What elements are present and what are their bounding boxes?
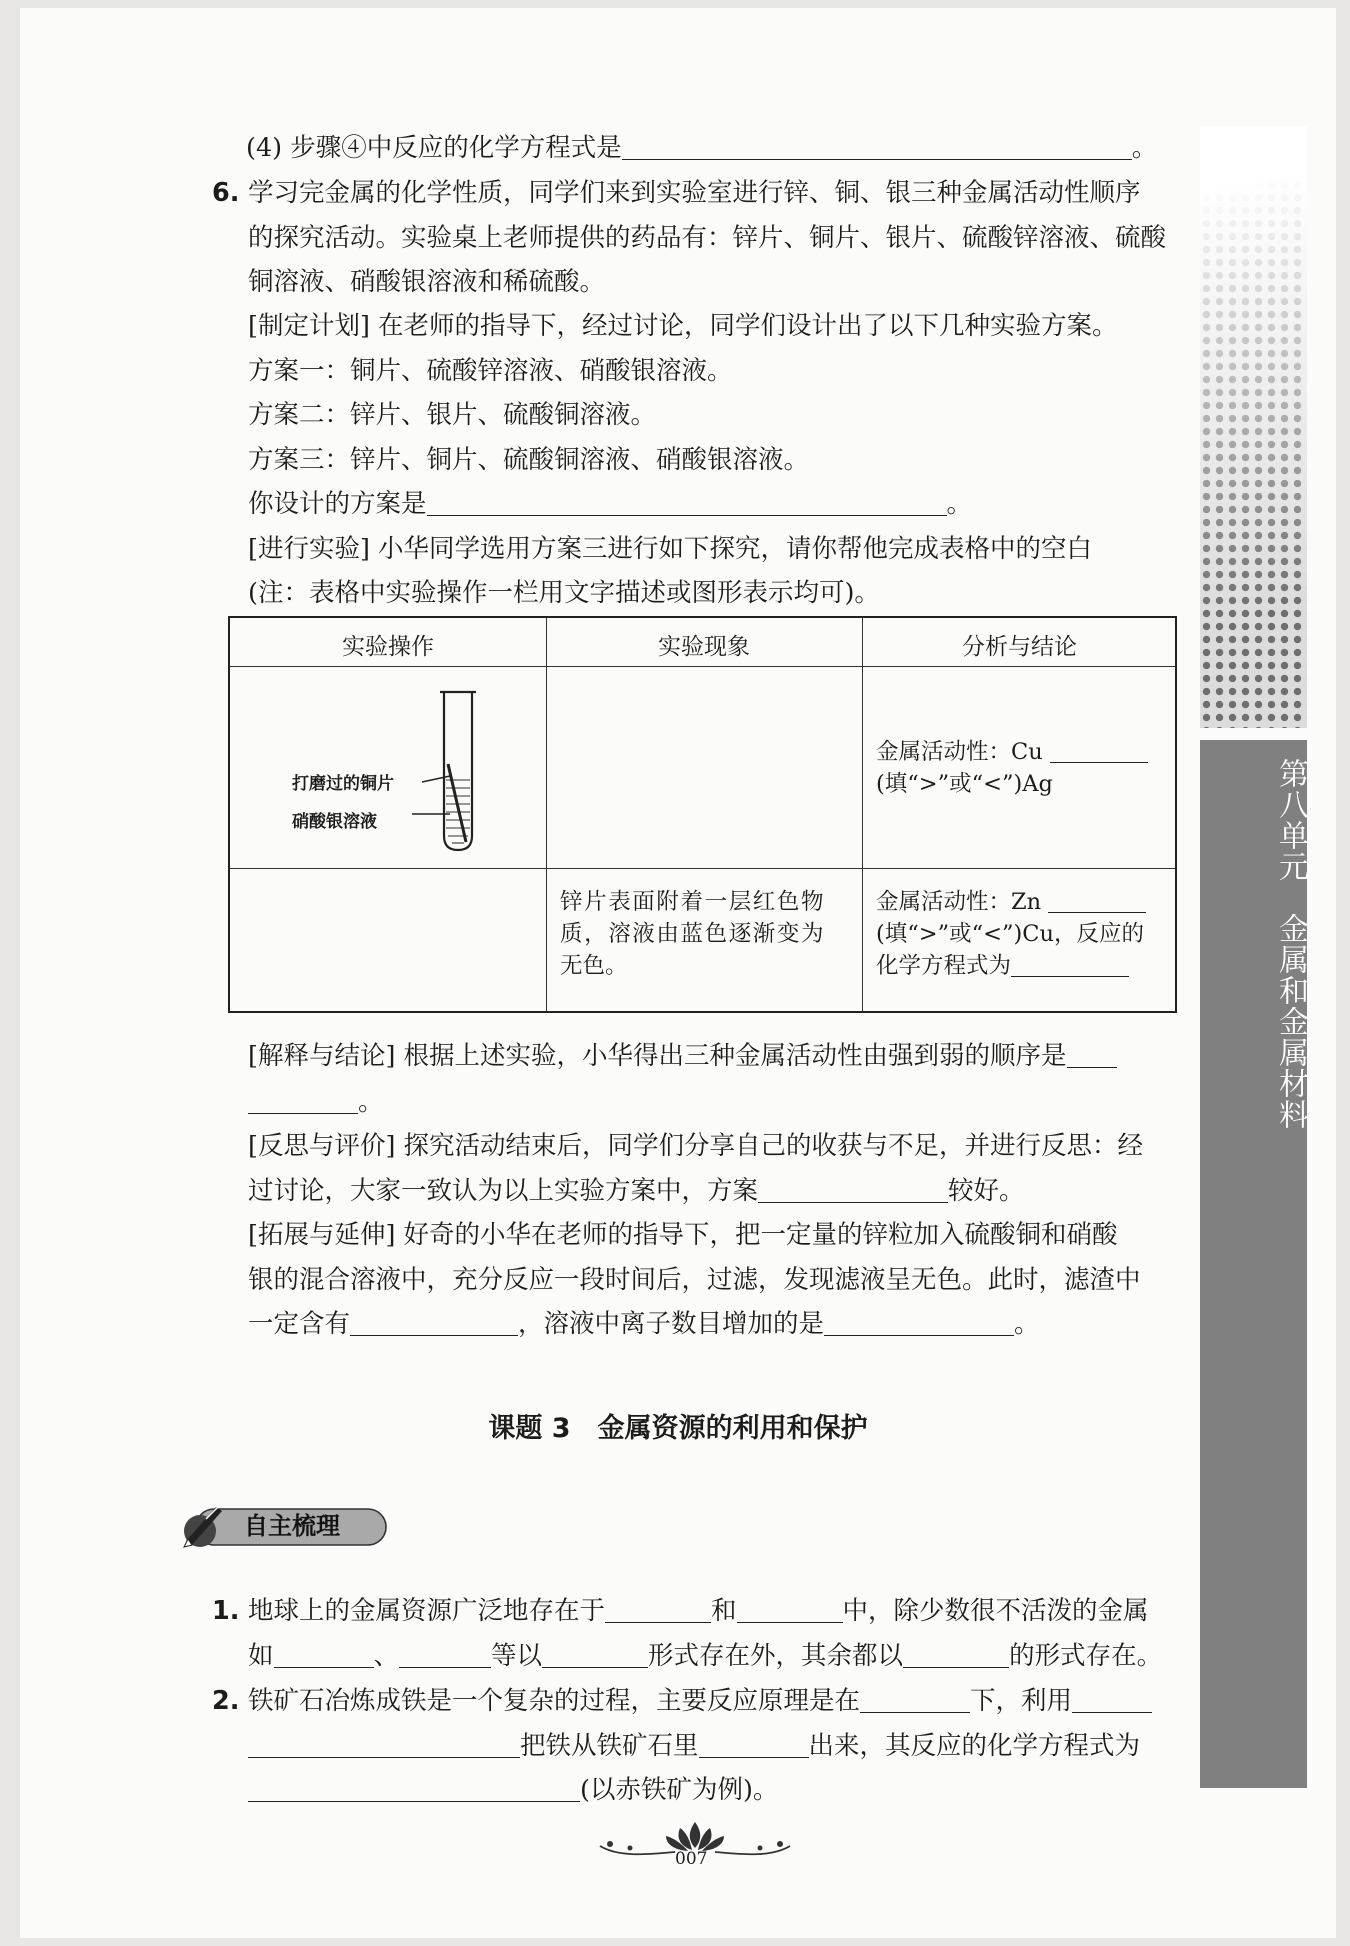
blank[interactable] xyxy=(1048,890,1146,913)
blank[interactable] xyxy=(1067,1041,1117,1068)
s1-text-c: 中，除少数很不活泼的金属 xyxy=(842,1596,1149,1626)
blank[interactable] xyxy=(699,1731,809,1758)
blank[interactable] xyxy=(737,1596,843,1623)
s1-text-b: 和 xyxy=(711,1596,737,1626)
blank[interactable] xyxy=(605,1596,711,1623)
table-header-phenomenon: 实验现象 xyxy=(658,634,750,660)
section-title: 课题 3 金属资源的利用和保护 xyxy=(488,1413,868,1444)
s2-line-2 xyxy=(248,1728,1140,1764)
extend-text-c: 。 xyxy=(1014,1309,1040,1339)
s1-text-d: 如 xyxy=(248,1641,274,1671)
explain-line-2 xyxy=(248,1084,384,1120)
q5-part4-end: 。 xyxy=(1131,133,1158,163)
row2-conclusion-c-text: 化学方程式为 xyxy=(876,953,1012,979)
row1-conclusion-a xyxy=(876,736,1148,768)
table-divider xyxy=(862,618,863,1011)
row2-phenomenon-3: 无色。 xyxy=(560,953,628,979)
badge-label: 自主梳理 xyxy=(244,1512,340,1540)
test-tube-diagram xyxy=(230,668,546,866)
s1-line-1 xyxy=(248,1593,1149,1629)
q6-plan-2: 方案二：锌片、银片、硫酸铜溶液。 xyxy=(248,400,657,430)
label-solution: 硝酸银溶液 xyxy=(292,812,377,832)
s2-line-1 xyxy=(248,1683,1152,1719)
your-plan-label: 你设计的方案是 xyxy=(248,489,427,519)
q6-plan-3: 方案三：锌片、铜片、硫酸铜溶液、硝酸银溶液。 xyxy=(248,445,810,475)
row2-phenomenon-1: 锌片表面附着一层红色物 xyxy=(560,889,826,915)
blank[interactable] xyxy=(542,1641,648,1668)
side-tab-title: 第八单元 金属和金属材料 xyxy=(1273,758,1308,1130)
blank[interactable] xyxy=(1011,954,1129,977)
q6-line-1: 学习完金属的化学性质，同学们来到实验室进行锌、铜、银三种金属活动性顺序 xyxy=(248,178,1141,208)
blank[interactable] xyxy=(274,1641,374,1668)
s1-text-g: 形式存在外，其余都以 xyxy=(648,1641,904,1671)
q6-line-2: 的探究活动。实验桌上老师提供的药品有：锌片、铜片、银片、硫酸锌溶液、硫酸 xyxy=(248,223,1167,253)
blank[interactable] xyxy=(622,133,1132,160)
reflect-text: 过讨论，大家一致认为以上实验方案中，方案 xyxy=(248,1176,759,1206)
s1-number: 1. xyxy=(212,1596,240,1626)
blank[interactable] xyxy=(248,1087,358,1114)
reflect-end: 较好。 xyxy=(948,1176,1025,1206)
s2-text-d: 出来，其反应的化学方程式为 xyxy=(808,1731,1141,1761)
s2-text-b: 下，利用 xyxy=(970,1686,1073,1716)
blank[interactable] xyxy=(824,1309,1014,1336)
blank[interactable] xyxy=(248,1775,580,1802)
blank[interactable] xyxy=(248,1731,520,1758)
extend-text-b: ，溶液中离子数目增加的是 xyxy=(518,1309,825,1339)
explain-line xyxy=(248,1038,1117,1074)
page-number: 007 xyxy=(675,1849,708,1869)
q5-part4-text: (4) 步骤④中反应的化学方程式是 xyxy=(246,133,622,163)
explain-text: [解释与结论] 根据上述实验，小华得出三种金属活动性由强到弱的顺序是 xyxy=(248,1041,1067,1071)
q6-plan-1: 方案一：铜片、硫酸锌溶液、硝酸银溶液。 xyxy=(248,356,733,386)
blank[interactable] xyxy=(903,1641,1009,1668)
q6-exp-line-2: (注：表格中实验操作一栏用文字描述或图形表示均可)。 xyxy=(248,578,880,608)
table-header-conclusion: 分析与结论 xyxy=(962,634,1077,660)
s2-line-3 xyxy=(248,1772,778,1808)
row2-conclusion-a-text: 金属活动性：Zn xyxy=(876,889,1042,915)
row2-conclusion-b: (填“>”或“<”)Cu，反应的 xyxy=(876,921,1144,947)
blank[interactable] xyxy=(399,1641,491,1668)
reflect-line-2 xyxy=(248,1173,1025,1209)
blank[interactable] xyxy=(350,1309,518,1336)
page xyxy=(20,8,1336,1938)
q6-line-3: 铜溶液、硝酸银溶液和稀硫酸。 xyxy=(248,267,606,297)
s1-text-f: 等以 xyxy=(491,1641,543,1671)
row2-phenomenon-2: 质，溶液由蓝色逐渐变为 xyxy=(560,921,826,947)
row1-conclusion-b: (填“>”或“<”)Ag xyxy=(876,771,1053,797)
q6-your-plan xyxy=(248,486,972,522)
s2-text-a: 铁矿石冶炼成铁是一个复杂的过程，主要反应原理是在 xyxy=(248,1686,861,1716)
s1-text-h: 的形式存在。 xyxy=(1009,1641,1163,1671)
reflect-line-1: [反思与评价] 探究活动结束后，同学们分享自己的收获与不足，并进行反思：经 xyxy=(248,1131,1144,1161)
experiment-table xyxy=(228,616,1177,1013)
table-divider xyxy=(230,666,1175,667)
table-divider xyxy=(230,868,1175,869)
s2-text-e: (以赤铁矿为例)。 xyxy=(580,1775,779,1805)
blank[interactable] xyxy=(860,1686,970,1713)
q5-part4 xyxy=(246,130,1157,166)
row2-conclusion-c xyxy=(876,950,1129,982)
blank[interactable] xyxy=(758,1176,948,1203)
s1-text-e: 、 xyxy=(373,1641,400,1671)
your-plan-end: 。 xyxy=(946,489,973,519)
blank[interactable] xyxy=(1050,740,1148,763)
extend-line-3 xyxy=(248,1306,1040,1342)
extend-line-2: 银的混合溶液中，充分反应一段时间后，过滤，发现滤液呈无色。此时，滤渣中 xyxy=(248,1265,1141,1295)
blank[interactable] xyxy=(1072,1686,1152,1713)
blank[interactable] xyxy=(427,489,947,516)
s1-line-2 xyxy=(248,1638,1162,1674)
table-header-operation: 实验操作 xyxy=(342,634,434,660)
s2-text-c: 把铁从铁矿石里 xyxy=(520,1731,699,1761)
s2-number: 2. xyxy=(212,1686,240,1716)
q6-exp-line-1: [进行实验] 小华同学选用方案三进行如下探究，请你帮他完成表格中的空白 xyxy=(248,534,1093,564)
q6-number: 6. xyxy=(212,178,240,208)
row1-conclusion-a-text: 金属活动性：Cu xyxy=(876,739,1043,765)
table-divider xyxy=(546,618,547,1011)
explain-end: 。 xyxy=(358,1087,384,1117)
extend-text-a: 一定含有 xyxy=(248,1309,351,1339)
row2-conclusion-a xyxy=(876,886,1146,918)
q6-plan-intro: [制定计划] 在老师的指导下，经过讨论，同学们设计出了以下几种实验方案。 xyxy=(248,311,1118,341)
extend-line-1: [拓展与延伸] 好奇的小华在老师的指导下，把一定量的锌粒加入硫酸铜和硝酸 xyxy=(248,1220,1118,1250)
side-tab xyxy=(1200,740,1307,1788)
label-copper: 打磨过的铜片 xyxy=(292,774,394,794)
s1-text-a: 地球上的金属资源广泛地存在于 xyxy=(248,1596,606,1626)
side-tab-pattern xyxy=(1200,126,1307,728)
